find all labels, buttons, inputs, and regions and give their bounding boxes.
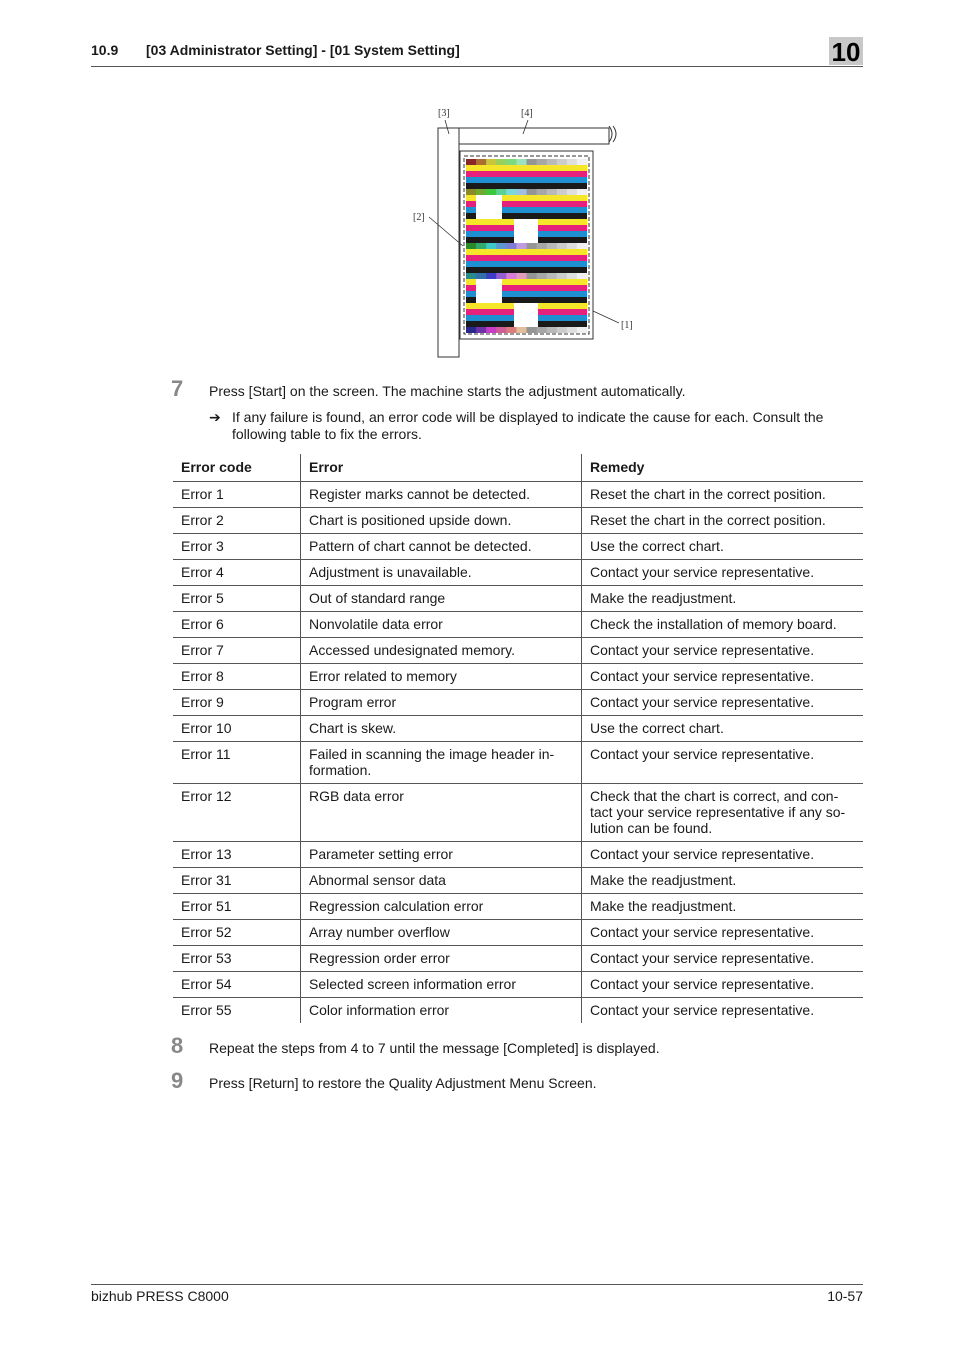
chart-gap xyxy=(476,213,502,219)
cell-error: Pattern of chart cannot be detected. xyxy=(301,534,582,560)
cell-error: Error related to memory xyxy=(301,664,582,690)
step-text: Press [Return] to restore the Quality Adjustment Menu Screen. xyxy=(209,1075,597,1091)
chart-patch xyxy=(577,189,588,195)
chart-patch xyxy=(547,243,558,249)
chart-patch xyxy=(506,327,517,333)
table-row xyxy=(173,482,863,508)
chart-patch xyxy=(527,189,538,195)
chart-gap xyxy=(514,309,538,315)
chart-gap xyxy=(476,207,502,213)
chart-patch xyxy=(567,243,578,249)
cell-remedy: Contact your service representative. xyxy=(582,920,864,946)
step-number: 8 xyxy=(171,1033,184,1058)
column-header-remedy: Remedy xyxy=(582,454,864,482)
cell-error-code: Error 7 xyxy=(173,638,301,664)
step-text: Press [Start] on the screen. The machine starts the adjustment automatically. xyxy=(209,383,686,399)
cell-error-code: Error 4 xyxy=(173,560,301,586)
cell-error: Program error xyxy=(301,690,582,716)
product-name: bizhub PRESS C8000 xyxy=(91,1288,229,1304)
chart-patch xyxy=(557,243,568,249)
cell-error: Abnormal sensor data xyxy=(301,868,582,894)
table-row xyxy=(173,612,863,638)
table-row xyxy=(173,920,863,946)
chart-band xyxy=(466,171,587,177)
page-header xyxy=(91,40,863,67)
chart-patch xyxy=(466,189,477,195)
cell-error: Regression calculation error xyxy=(301,894,582,920)
chart-patch xyxy=(516,189,527,195)
table-row xyxy=(173,784,863,842)
chart-gap xyxy=(476,297,502,303)
figure-label-2: [2] xyxy=(413,212,425,223)
chart-patch xyxy=(486,327,497,333)
chart-patch xyxy=(527,159,538,165)
table-row xyxy=(173,894,863,920)
cell-remedy: Contact your service representative. xyxy=(582,946,864,972)
cell-remedy: Contact your service representative. xyxy=(582,842,864,868)
cell-remedy: Reset the chart in the correct position. xyxy=(582,482,864,508)
chart-patch xyxy=(476,273,487,279)
figure-label-4: [4] xyxy=(521,108,533,119)
page-number: 10-57 xyxy=(827,1288,863,1304)
cell-error-code: Error 51 xyxy=(173,894,301,920)
cell-error: Accessed undesignated memory. xyxy=(301,638,582,664)
chart-gap xyxy=(514,237,538,243)
cell-error: Chart is positioned upside down. xyxy=(301,508,582,534)
cell-error-code: Error 11 xyxy=(173,742,301,784)
section-number: 10.9 xyxy=(91,42,119,58)
cell-error: Out of standard range xyxy=(301,586,582,612)
cell-error-code: Error 2 xyxy=(173,508,301,534)
chart-patch xyxy=(476,189,487,195)
cell-error: Parameter setting error xyxy=(301,842,582,868)
table-row xyxy=(173,664,863,690)
table-row xyxy=(173,998,863,1024)
table-row xyxy=(173,690,863,716)
table-header-row xyxy=(173,454,863,482)
chart-gap xyxy=(476,291,502,297)
chart-band xyxy=(466,267,587,273)
chart-patch xyxy=(567,273,578,279)
chart-patch xyxy=(486,243,497,249)
cell-error-code: Error 54 xyxy=(173,972,301,998)
cell-error-code: Error 5 xyxy=(173,586,301,612)
cell-error: Color information error xyxy=(301,998,582,1024)
chart-patch xyxy=(557,327,568,333)
chart-patch xyxy=(547,159,558,165)
cell-remedy: Contact your service representative. xyxy=(582,972,864,998)
cell-error-code: Error 8 xyxy=(173,664,301,690)
chart-patch xyxy=(496,189,507,195)
cell-error: Adjustment is unavailable. xyxy=(301,560,582,586)
step-number: 7 xyxy=(171,376,184,401)
glass-top-edge xyxy=(459,128,609,144)
cell-remedy: Use the correct chart. xyxy=(582,534,864,560)
cell-error-code: Error 31 xyxy=(173,868,301,894)
table-row xyxy=(173,716,863,742)
chart-patch xyxy=(486,159,497,165)
cell-remedy: Contact your service representative. xyxy=(582,742,864,784)
column-header-error: Error xyxy=(301,454,582,482)
note-text: If any failure is found, an error code will be displayed to indicate the cause for each. Consult the following table to fix the errors. xyxy=(232,409,824,442)
chart-patch xyxy=(557,159,568,165)
chart-patch xyxy=(547,189,558,195)
chart-band xyxy=(466,183,587,189)
figure-label-1: [1] xyxy=(621,320,633,331)
chart-band xyxy=(466,177,587,183)
chart-patch xyxy=(577,273,588,279)
cell-error-code: Error 1 xyxy=(173,482,301,508)
chart-patch xyxy=(476,327,487,333)
cell-remedy: Make the readjustment. xyxy=(582,894,864,920)
table-row xyxy=(173,534,863,560)
chart-patch xyxy=(557,189,568,195)
cell-error-code: Error 12 xyxy=(173,784,301,842)
table-row xyxy=(173,972,863,998)
cell-remedy: Contact your service representative. xyxy=(582,664,864,690)
cell-remedy: Make the readjustment. xyxy=(582,586,864,612)
chart-patch xyxy=(577,327,588,333)
table-row xyxy=(173,946,863,972)
cell-error-code: Error 52 xyxy=(173,920,301,946)
table-row xyxy=(173,638,863,664)
chart-gap xyxy=(514,219,538,225)
table-row xyxy=(173,842,863,868)
cell-error-code: Error 9 xyxy=(173,690,301,716)
cell-remedy: Reset the chart in the correct position. xyxy=(582,508,864,534)
cell-remedy: Contact your service representative. xyxy=(582,638,864,664)
chart-patch xyxy=(547,273,558,279)
cell-error: Array number overflow xyxy=(301,920,582,946)
chart-patch xyxy=(506,243,517,249)
cell-error-code: Error 53 xyxy=(173,946,301,972)
chart-gap xyxy=(476,279,502,285)
chart-patch xyxy=(516,243,527,249)
chart-placement-illustration xyxy=(405,100,633,362)
cell-remedy: Use the correct chart. xyxy=(582,716,864,742)
chart-patch xyxy=(567,159,578,165)
step-text: Repeat the steps from 4 to 7 until the message [Completed] is displayed. xyxy=(209,1040,660,1056)
cell-error: Regression order error xyxy=(301,946,582,972)
chart-patch xyxy=(527,273,538,279)
chapter-badge: 10 xyxy=(829,37,863,65)
cell-error: Nonvolatile data error xyxy=(301,612,582,638)
cell-error-code: Error 6 xyxy=(173,612,301,638)
section-title: [03 Administrator Setting] - [01 System Setting] xyxy=(146,42,460,58)
chart-band xyxy=(466,165,587,171)
column-header-error-code: Error code xyxy=(173,454,301,482)
chart-patch xyxy=(466,327,477,333)
cell-error: Failed in scanning the image header in-formation. xyxy=(301,742,582,784)
table-row xyxy=(173,508,863,534)
leader-line-1 xyxy=(593,311,619,323)
chart-gap xyxy=(514,321,538,327)
chart-patch xyxy=(496,273,507,279)
figure-label-3: [3] xyxy=(438,108,450,119)
chart-patch xyxy=(476,159,487,165)
page-footer xyxy=(91,1284,863,1304)
cell-error-code: Error 13 xyxy=(173,842,301,868)
chart-patch xyxy=(537,273,548,279)
step-number: 9 xyxy=(171,1068,184,1093)
chart-patch xyxy=(516,159,527,165)
chart-gap xyxy=(514,303,538,309)
cell-remedy: Contact your service representative. xyxy=(582,690,864,716)
chart-patch xyxy=(537,243,548,249)
cell-error-code: Error 55 xyxy=(181,1002,232,1018)
chart-gap xyxy=(476,201,502,207)
chart-patch xyxy=(537,159,548,165)
table-row xyxy=(173,560,863,586)
chart-band xyxy=(466,261,587,267)
break-mark xyxy=(609,126,616,142)
chart-patch xyxy=(466,243,477,249)
chart-gap xyxy=(514,225,538,231)
cell-error: Register marks cannot be detected. xyxy=(301,482,582,508)
chart-patch xyxy=(527,327,538,333)
chart-patch xyxy=(537,327,548,333)
chart-gap xyxy=(476,285,502,291)
chart-placement-figure xyxy=(405,100,633,362)
chart-patch xyxy=(496,159,507,165)
chart-patch xyxy=(506,159,517,165)
arrow-icon: ➔ xyxy=(209,409,221,425)
chart-patch xyxy=(516,273,527,279)
chart-patch xyxy=(506,189,517,195)
glass-left-edge xyxy=(438,128,459,357)
cell-remedy: Check that the chart is correct, and con-tact your service representative if any so-lution can be found. xyxy=(582,784,864,842)
chart-patch xyxy=(577,159,588,165)
chart-patch xyxy=(547,327,558,333)
cell-remedy: Make the readjustment. xyxy=(582,868,864,894)
table-row xyxy=(173,586,863,612)
chart-gap xyxy=(514,315,538,321)
chart-patch xyxy=(496,327,507,333)
chart-patch xyxy=(567,327,578,333)
chart-patch xyxy=(486,273,497,279)
chart-patch xyxy=(506,273,517,279)
chart-patch xyxy=(567,189,578,195)
cell-error: Chart is skew. xyxy=(301,716,582,742)
chart-gap xyxy=(514,231,538,237)
cell-remedy: Contact your service representative. xyxy=(582,560,864,586)
cell-error-code: Error 10 xyxy=(173,716,301,742)
chart-patch xyxy=(537,189,548,195)
chart-patch xyxy=(577,243,588,249)
chart-color-bands xyxy=(466,159,588,333)
chart-patch xyxy=(466,159,477,165)
chart-patch xyxy=(496,243,507,249)
table-row xyxy=(173,742,863,784)
chart-patch xyxy=(466,273,477,279)
cell-remedy: Check the installation of memory board. xyxy=(582,612,864,638)
chart-band xyxy=(466,255,587,261)
chart-patch xyxy=(516,327,527,333)
cell-remedy: Contact your service representative. xyxy=(582,998,864,1024)
chart-patch xyxy=(476,243,487,249)
chart-patch xyxy=(557,273,568,279)
chart-patch xyxy=(527,243,538,249)
chart-band xyxy=(466,249,587,255)
table-row xyxy=(173,868,863,894)
error-code-table xyxy=(173,454,863,1023)
cell-error: Selected screen information error xyxy=(301,972,582,998)
cell-error: RGB data error xyxy=(301,784,582,842)
chart-patch xyxy=(486,189,497,195)
chart-gap xyxy=(476,195,502,201)
cell-error-code: Error 3 xyxy=(173,534,301,560)
